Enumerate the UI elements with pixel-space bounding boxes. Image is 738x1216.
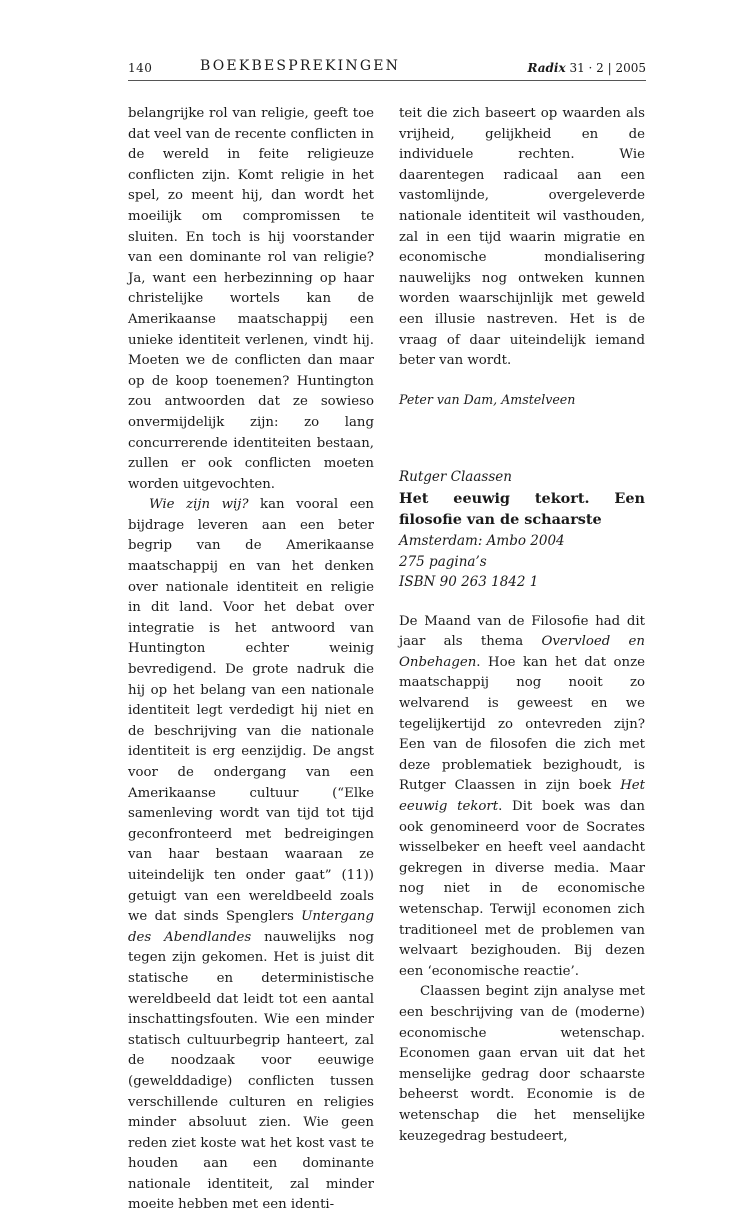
right-paragraph-2 [399,612,645,983]
book-title-wie-zijn-wij: Wie zijn wij? [149,497,249,513]
running-header [128,58,646,81]
book-details [399,467,645,592]
book-title: Het eeuwig tekort. Een filosofie van de schaarste [399,489,645,529]
book-author: Rutger Claassen [399,469,512,486]
left-paragraph-2-text-a: kan vooral een bijdrage leveren aan een beter begrip van de Amerikaanse maatschappij en van het denken over nationale identiteit en religie in dit land. Voor het debat over integratie is het antwoord van Huntington echter weinig bevredigend. De grote nadruk die hij op het belang van een nationale identiteit legt verdedigt hij niet en de beschrijving van die nationale identiteit is erg eenzijdig. De angst voor de ondergang van een Amerikaanse cultuur (“Elke samenleving wordt van tijd tot tijd geconfronteerd met bedreigingen van haar bestaan waaraan ze uiteindelijk ten onder gaat” (11)) getuigt van een wereldbeeld zoals we dat sinds Spenglers [128,497,374,925]
right-paragraph-2-text-a: De Maand van de Filosofie had dit jaar als thema [399,613,645,650]
journal-name: Radix [527,61,566,75]
book-title-untergang: Untergang des Abendlandes [128,909,374,945]
left-paragraph-2 [128,495,374,1216]
right-paragraph-2-text-b: . Hoe kan het dat onze maatschappij nog nooit zo welvarend is geweest en we tegelijkertijd zo ontevreden zijn? Een van de filosofen die zich met deze problematiek bezighoudt, is Rutger Claassen in zijn boek [399,654,645,794]
theme-title: Overvloed en Onbehagen [399,634,645,670]
book-title-inline: Het eeuwig tekort [399,778,645,815]
section-title: BOEKBESPREKINGEN [200,58,401,74]
journal-reference [527,61,646,75]
right-paragraph-1: teit die zich baseert op waarden als vrijheid, gelijkheid en de individuele rechten. Wie daarentegen radicaal aan een vastomlijnde, overgeleverde nationale identiteit wil vasthouden, zal in een tijd waarin migratie en economische mondialisering nauwelijks nog ontweken kunnen worden waarschijnlijk met geweld een illusie nastreven. Het is de vraag of daar uiteindelijk iemand beter van wordt. [399,106,645,369]
right-column [399,104,645,1147]
left-paragraph-1: belangrijke rol van religie, geeft toe dat veel van de recente conflicten in de wereld in feite religieuze conflicten zijn. Komt religie in het spel, zo meent hij, dan wordt het moeilijk om compromissen te sluiten. En toch is hij voorstander van een dominante rol van religie? Ja, want een herbezinning op haar christelijke wortels kan de Amerikaanse maatschappij een unieke identiteit verlenen, vindt hij. Moeten we de conflicten dan maar op de koop toenemen? Huntington zou antwoorden dat ze sowieso onvermijdelijk zijn: zo lang concurrerende identiteiten bestaan, zullen er ook conflicten moeten worden uitgevochten. [128,106,374,492]
left-paragraph-2-text-b: nauwelijks nog tegen zijn gekomen. Het is juist dit statische en deterministische wereldbeeld dat leidt tot een aantal inschattingsfouten. Wie een minder statisch cultuurbegrip hanteert, zal de noodzaak voor eeuwige (gewelddadige) conflicten tussen verschillende culturen en religies minder absoluut zien. Wie geen reden ziet koste wat het kost vast te houden aan een dominante nationale identiteit, zal minder moeite hebben met een identi- [128,929,374,1213]
right-paragraph-2-text-c: . Dit boek was dan ook genomineerd voor de Socrates wisselbeker en heeft veel aandacht gekregen in diverse media. Maar nog niet in de economische wetenschap. Terwijl economen zich traditioneel met de problemen van welvaart bezighouden. Bij dezen een ‘economische reactie’. [399,799,645,979]
left-column [128,104,374,1216]
book-pages: 275 pagina’s [399,553,487,570]
page-number: 140 [128,61,153,75]
book-publisher: Amsterdam: Ambo 2004 [399,532,565,549]
right-paragraph-3: Claassen begint zijn analyse met een beschrijving van de (moderne) economische wetenschap. Economen gaan ervan uit dat het menselijke gedrag door schaarste beheerst wordt. Economie is de wetenschap die het menselijke keuzegedrag bestudeert, [399,984,645,1144]
review-signature: Peter van Dam, Amstelveen [399,391,576,407]
book-isbn: ISBN 90 263 1842 1 [399,574,539,591]
journal-issue: 31 · 2 | 2005 [569,61,646,75]
